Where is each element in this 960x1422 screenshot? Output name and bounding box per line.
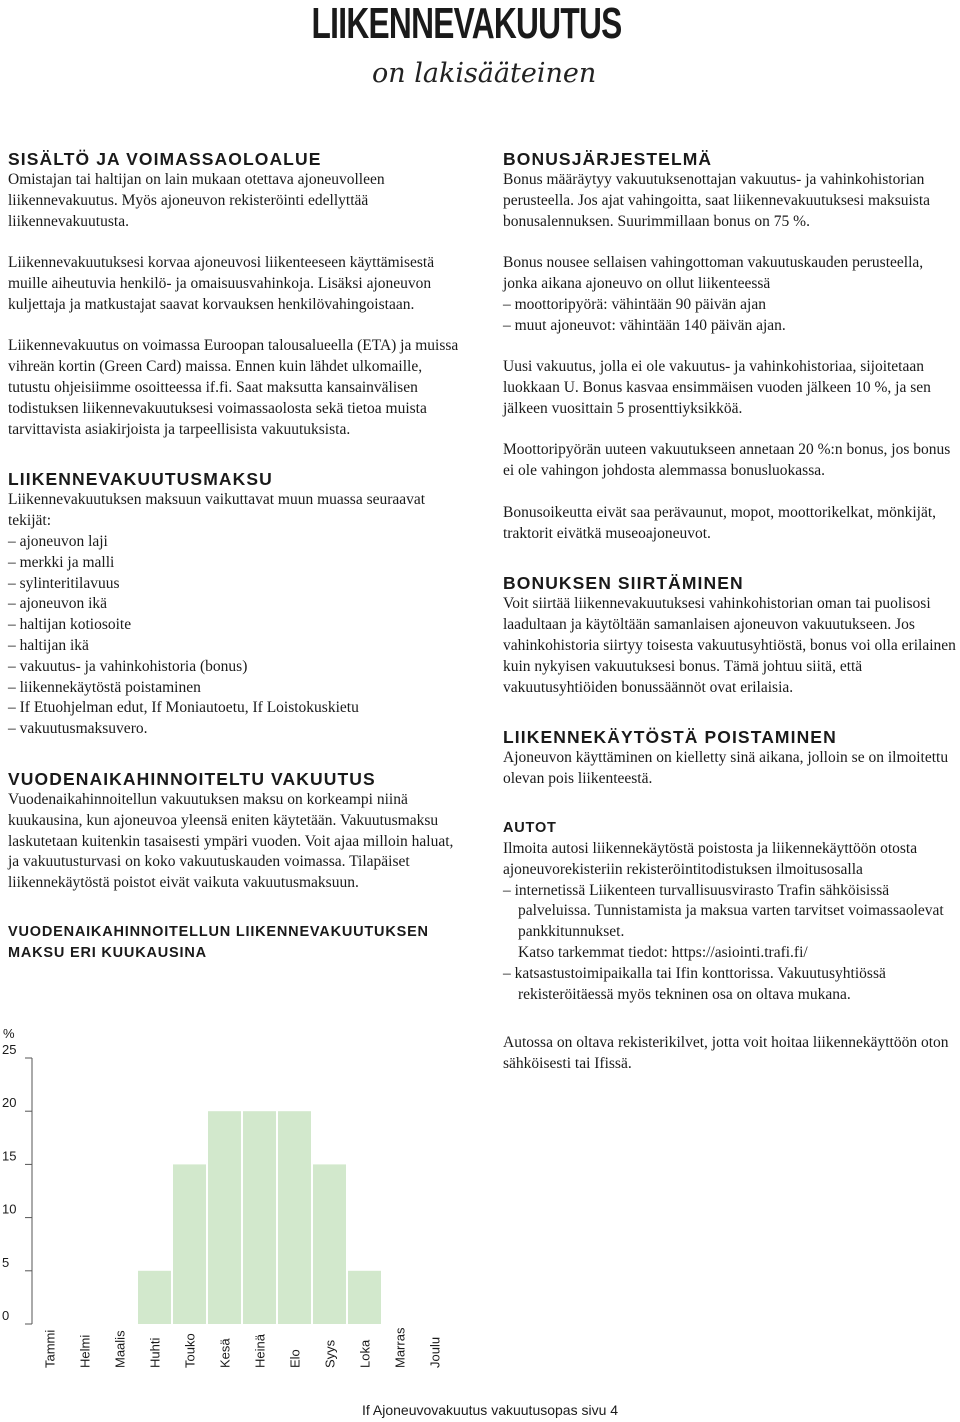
x-tick-label: Tammi <box>42 1329 58 1368</box>
x-tick-label: Elo <box>287 1349 303 1368</box>
list-item: – muut ajoneuvot: vähintään 140 päivän ajan. <box>503 316 958 337</box>
bonus-requirements-list <box>503 295 958 337</box>
bonus-paragraph-1: Bonus määräytyy vakuutuksenottajan vakuutus- ja vahinkohistorian perusteella. Jos ajat vahingoitta, saat liikennevakuutuksesi maksuista bonusalennuksen. Suurimmillaan bonus on 75 %. <box>503 171 931 230</box>
chart-bar <box>278 1111 311 1324</box>
coverage-paragraph-3: Liikennevakuutus on voimassa Euroopan talousalueella (ETA) ja muissa vihreän kortin (Green Card) maissa. Ennen kuin lähdet ulkomaille, tutustu ohjeisiimme osoitteessa if.fi. Saat maksutta kansainvälisen todistuksen liikennevakuutuksesi voimassaolosta sekä tietoa muista tarvittavista asiakirjoista ja tarpeellisista vakuutuksista. <box>8 337 459 438</box>
chart-bar <box>208 1111 241 1324</box>
list-item: – haltijan ikä <box>8 636 468 657</box>
list-item: – katsastustoimipaikalla tai Ifin konttorissa. Vakuutusyhtiössä rekisteröitäessä myös tekninen osa on oltava mukana. <box>503 964 958 1006</box>
x-tick-label: Joulu <box>427 1336 443 1368</box>
list-item: – sylinteritilavuus <box>8 574 468 595</box>
deregistration-paragraph: Ajoneuvon käyttäminen on kielletty sinä aikana, jolloin se on ilmoitettu olevan pois liikenteestä. <box>503 749 949 788</box>
cars-paragraph-2: Autossa on oltava rekisterikilvet, jotta voit hoitaa liikennekäyttöön oton sähköisesti tai Ifissä. <box>503 1034 949 1073</box>
list-item: – vakuutus- ja vahinkohistoria (bonus) <box>8 657 468 678</box>
section-title-deregistration: LIIKENNEKÄYTÖSTÄ POISTAMINEN <box>503 727 837 748</box>
list-item-text: internetissä Liikenteen turvallisuusvirasto Trafin sähköisissä palveluissa. Tunnistamista ja maksua varten tarvitset voimassaolevat pankkitunnukset. <box>514 881 944 941</box>
section-title-bonus-transfer: BONUKSEN SIIRTÄMINEN <box>503 573 744 594</box>
chart-bar <box>173 1164 206 1324</box>
chart-bar <box>138 1271 171 1324</box>
coverage-paragraph-2: Liikennevakuutuksesi korvaa ajoneuvosi liikenteeseen käyttämisestä muille aiheutuvia henkilö- ja omaisuusvahinkoja. Lisäksi ajoneuvon kuljettaja ja matkustajat saavat korvauksen henkilövahingoistaan. <box>8 254 435 313</box>
list-item: – vakuutusmaksuvero. <box>8 719 468 740</box>
list-item: – If Etuohjelman edut, If Moniautoetu, If Loistokuskietu <box>8 698 468 719</box>
y-tick-label: 0 <box>2 1308 10 1323</box>
right-column <box>503 148 958 1075</box>
chart-bar <box>243 1111 276 1324</box>
premium-intro: Liikennevakuutuksen maksuun vaikuttavat muun muassa seuraavat tekijät: <box>8 491 426 530</box>
x-tick-label: Syys <box>322 1339 338 1368</box>
page-title: LIIKENNEVAKUUTUS <box>312 0 622 48</box>
y-tick-label: 10 <box>2 1201 17 1217</box>
bonus-paragraph-4: Moottoripyörän uuteen vakuutukseen annetaan 20 %:n bonus, jos bonus ei ole vahingon johdosta alemmassa bonusluokassa. <box>503 441 951 480</box>
section-title-bonus-system: BONUSJÄRJESTELMÄ <box>503 149 713 169</box>
bonus-paragraph-3: Uusi vakuutus, jolla ei ole vakuutus- ja vahinkohistoriaa, sijoitetaan luokkaan U. Bonus kasvaa ensimmäisen vuoden jälkeen 10 %, ja sen jälkeen vuosittain 5 prosenttiyksikköä. <box>503 358 931 417</box>
trafi-link-text: Katso tarkemmat tiedot: https://asiointi.trafi.fi/ <box>518 943 808 961</box>
y-tick-label: 25 <box>2 1042 17 1057</box>
section-title-premium: LIIKENNEVAKUUTUSMAKSU <box>8 469 273 490</box>
list-item: – ajoneuvon laji <box>8 532 468 553</box>
list-item: – ajoneuvon ikä <box>8 594 468 615</box>
x-tick-label: Kesä <box>217 1338 233 1368</box>
bonus-paragraph-2: Bonus nousee sellaisen vahingottoman vakuutuskauden perusteella, jonka aikana ajoneuvo on ollut liikenteessä <box>503 254 924 292</box>
premium-factors-list <box>8 532 468 740</box>
page-footer: If Ajoneuvovakuutus vakuutusopas sivu 4 <box>362 1402 619 1418</box>
chart-ylabel: % <box>3 1026 15 1041</box>
x-tick-label: Helmi <box>77 1334 93 1368</box>
x-tick-label: Maalis <box>112 1330 128 1368</box>
list-item <box>503 881 958 964</box>
seasonal-paragraph: Vuodenaikahinnoitellun vakuutuksen maksu on korkeampi niinä kuukausina, kun ajoneuvoa yleensä eniten käytetään. Vakuutusmaksu laskutetaan kuitenkin tasaisesti ympäri vuoden. Voit ajaa milloin haluat, ja vakuutusturvasi on koko vakuutuskauden voimassa. Tilapäiset liikennekäytöstä poistot eivät vaikuta vakuutusmaksuun. <box>8 790 454 892</box>
y-tick-label: 15 <box>2 1148 17 1164</box>
y-tick-label: 20 <box>2 1095 17 1111</box>
cars-paragraph-1: Ilmoita autosi liikennekäytöstä poistosta ja liikennekäyttöön otosta ajoneuvorekisteriin rekisteröintitodistuksen ilmoitusosalla <box>503 839 918 878</box>
list-item: – haltijan kotiosoite <box>8 615 468 636</box>
left-column <box>8 148 468 964</box>
bonus-paragraph-5: Bonusoikeutta eivät saa perävaunut, mopot, moottorikelkat, mönkijät, traktorit eivätkä museoajoneuvot. <box>503 503 937 542</box>
x-tick-label: Touko <box>182 1333 198 1368</box>
section-title-seasonal: VUODENAIKAHINNOITELTU VAKUUTUS <box>8 768 376 789</box>
subsection-title-cars: AUTOT <box>503 819 557 836</box>
coverage-paragraph-1: Omistajan tai haltijan on lain mukaan otettava ajoneuvolleen liikennevakuutus. Myös ajoneuvon rekisteröinti edellyttää liikennevakuutusta. <box>8 171 385 230</box>
chart-bar <box>348 1271 381 1324</box>
x-tick-label: Marras <box>392 1327 408 1368</box>
x-tick-label: Heinä <box>252 1334 268 1368</box>
section-title-coverage: SISÄLTÖ JA VOIMASSAOLOALUE <box>8 149 322 169</box>
page-subtitle: on lakisääteinen <box>372 58 597 89</box>
x-tick-label: Loka <box>357 1339 373 1368</box>
list-item: – moottoripyörä: vähintään 90 päivän ajan <box>503 295 958 316</box>
bonus-transfer-paragraph: Voit siirtää liikennevakuutuksesi vahinkohistorian oman tai puolisosi laadultaan ja käytöltään samanlaisen ajoneuvon vakuutukseen. Jos vahinkohistoria siirtyy toisesta vakuutusyhtiöstä, bonus voi olla erilainen kuin nykyisen vakuutuksesi bonus. Tämä johtuu siitä, että vakuutusyhtiöiden bonussäännöt ovat erilaisia. <box>503 595 956 696</box>
chart-title: VUODENAIKAHINNOITELLUN LIIKENNEVAKUUTUKSEN MAKSU ERI KUUKAUSINA <box>8 923 429 961</box>
list-item: – merkki ja malli <box>8 553 468 574</box>
monthly-premium-chart <box>0 1020 470 1390</box>
x-tick-label: Huhti <box>147 1337 163 1368</box>
cars-options-list <box>503 881 958 1006</box>
y-tick-label: 5 <box>2 1254 10 1270</box>
list-item: – liikennekäytöstä poistaminen <box>8 678 468 699</box>
chart-bar <box>313 1164 346 1324</box>
